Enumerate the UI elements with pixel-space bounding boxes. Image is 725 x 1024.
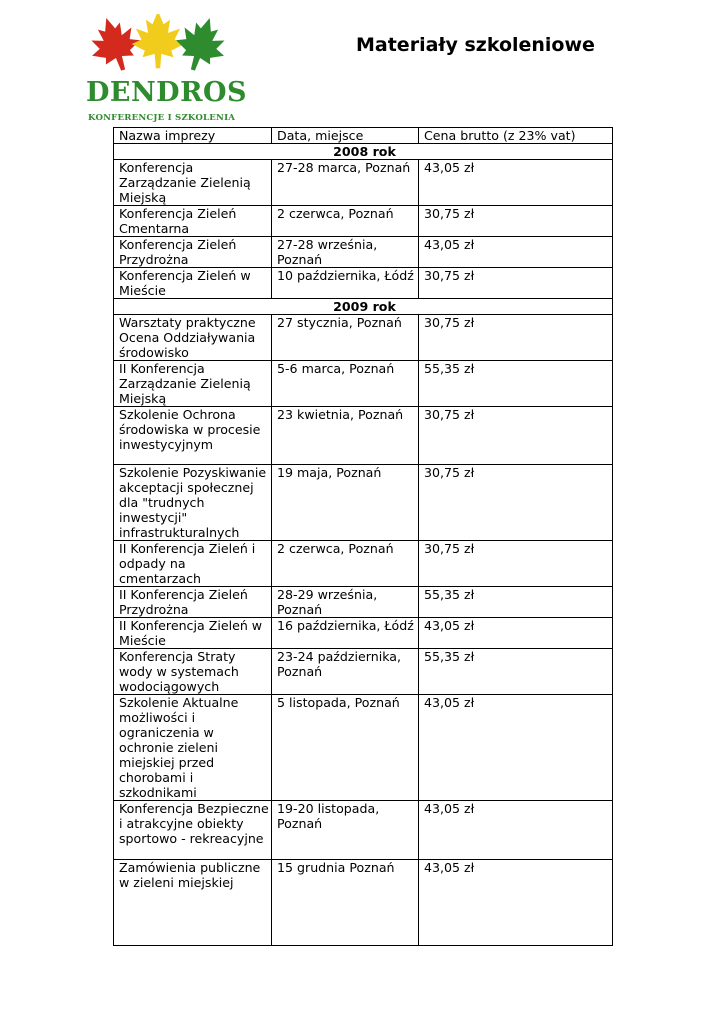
event-date-cell: 28-29 września, Poznań: [272, 587, 419, 618]
event-date-cell: 27 stycznia, Poznań: [272, 315, 419, 361]
logo-brand-text: DENDROS: [86, 77, 248, 108]
event-price-cell: 30,75 zł: [419, 465, 613, 541]
event-date-cell: 2 czerwca, Poznań: [272, 541, 419, 587]
events-table: [113, 127, 613, 946]
event-date-cell: 10 października, Łódź: [272, 268, 419, 299]
event-name-cell: II Konferencja Zieleń Przydrożna: [114, 587, 272, 618]
event-name-cell: Szkolenie Ochrona środowiska w procesie inwestycyjnym: [114, 407, 272, 465]
year-row: [114, 299, 613, 315]
event-price-cell: 30,75 zł: [419, 268, 613, 299]
table-row: [114, 206, 613, 237]
year-cell: 2009 rok: [114, 299, 613, 315]
event-date-cell: 19-20 listopada, Poznań: [272, 801, 419, 860]
table-row: [114, 465, 613, 541]
table-row: [114, 860, 613, 946]
table-row: [114, 160, 613, 206]
table-row: [114, 237, 613, 268]
table-row: [114, 649, 613, 695]
header-cell: Data, miejsce: [272, 128, 419, 144]
table-row: [114, 361, 613, 407]
table-row: [114, 268, 613, 299]
event-name-cell: II Konferencja Zarządzanie Zielenią Miejską: [114, 361, 272, 407]
event-price-cell: 43,05 zł: [419, 618, 613, 649]
event-name-cell: Zamówienia publiczne w zieleni miejskiej: [114, 860, 272, 946]
page-title: Materiały szkoleniowe: [356, 34, 595, 56]
event-name-cell: Szkolenie Aktualne możliwości i ograniczenia w ochronie zieleni miejskiej przed chorobami i szkodnikami: [114, 695, 272, 801]
company-logo: [86, 14, 248, 123]
header-cell: Nazwa imprezy: [114, 128, 272, 144]
event-date-cell: 16 października, Łódź: [272, 618, 419, 649]
table-row: [114, 618, 613, 649]
event-date-cell: 5-6 marca, Poznań: [272, 361, 419, 407]
event-date-cell: 2 czerwca, Poznań: [272, 206, 419, 237]
event-name-cell: Warsztaty praktyczne Ocena Oddziaływania środowisko: [114, 315, 272, 361]
table-row: [114, 315, 613, 361]
year-row: [114, 144, 613, 160]
event-date-cell: 19 maja, Poznań: [272, 465, 419, 541]
event-name-cell: Konferencja Straty wody w systemach wodociągowych: [114, 649, 272, 695]
event-name-cell: II Konferencja Zieleń w Mieście: [114, 618, 272, 649]
table-row: [114, 695, 613, 801]
table-row: [114, 801, 613, 860]
event-date-cell: 5 listopada, Poznań: [272, 695, 419, 801]
event-price-cell: 30,75 zł: [419, 541, 613, 587]
event-price-cell: 43,05 zł: [419, 860, 613, 946]
event-price-cell: 30,75 zł: [419, 407, 613, 465]
event-name-cell: Konferencja Zarządzanie Zielenią Miejską: [114, 160, 272, 206]
event-price-cell: 55,35 zł: [419, 649, 613, 695]
event-name-cell: Konferencja Zieleń Cmentarna: [114, 206, 272, 237]
maple-leaves-icon: [86, 14, 232, 80]
event-name-cell: Konferencja Zieleń w Mieście: [114, 268, 272, 299]
year-cell: 2008 rok: [114, 144, 613, 160]
event-price-cell: 30,75 zł: [419, 315, 613, 361]
event-date-cell: 23-24 października, Poznań: [272, 649, 419, 695]
event-price-cell: 55,35 zł: [419, 587, 613, 618]
table-row: [114, 541, 613, 587]
event-price-cell: 43,05 zł: [419, 237, 613, 268]
event-date-cell: 27-28 września, Poznań: [272, 237, 419, 268]
header-cell: Cena brutto (z 23% vat): [419, 128, 613, 144]
event-price-cell: 43,05 zł: [419, 695, 613, 801]
event-price-cell: 30,75 zł: [419, 206, 613, 237]
event-price-cell: 43,05 zł: [419, 160, 613, 206]
table-row: [114, 587, 613, 618]
event-name-cell: Szkolenie Pozyskiwanie akceptacji społecznej dla "trudnych inwestycji" infrastrukturalnych: [114, 465, 272, 541]
event-date-cell: 27-28 marca, Poznań: [272, 160, 419, 206]
table-row: [114, 407, 613, 465]
event-name-cell: Konferencja Zieleń Przydrożna: [114, 237, 272, 268]
logo-tagline: KONFERENCJE I SZKOLENIA: [88, 113, 236, 123]
event-price-cell: 43,05 zł: [419, 801, 613, 860]
event-name-cell: Konferencja Bezpieczne i atrakcyjne obiekty sportowo - rekreacyjne: [114, 801, 272, 860]
event-price-cell: 55,35 zł: [419, 361, 613, 407]
event-date-cell: 15 grudnia Poznań: [272, 860, 419, 946]
event-name-cell: II Konferencja Zieleń i odpady na cmentarzach: [114, 541, 272, 587]
event-date-cell: 23 kwietnia, Poznań: [272, 407, 419, 465]
table-header-row: [114, 128, 613, 144]
